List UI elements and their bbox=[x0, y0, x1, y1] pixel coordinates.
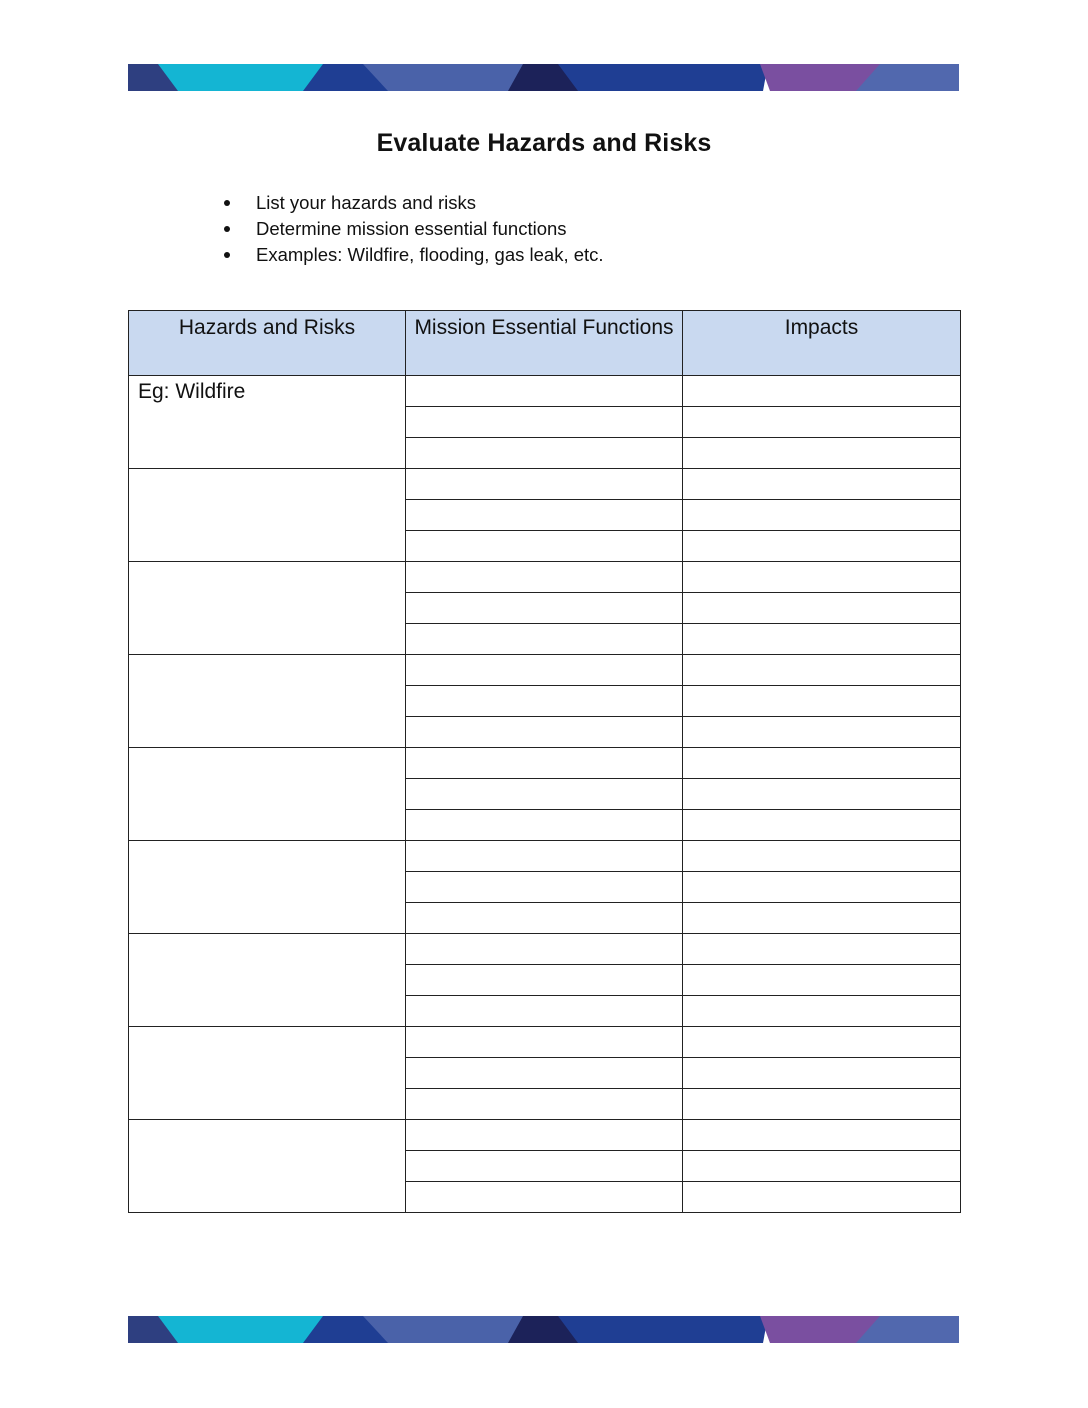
instruction-item bbox=[218, 190, 604, 216]
mission-function-cell[interactable] bbox=[406, 996, 683, 1027]
mission-function-cell[interactable] bbox=[406, 1120, 683, 1151]
impact-cell[interactable] bbox=[683, 965, 961, 996]
mission-function-cell[interactable] bbox=[406, 562, 683, 593]
impact-cell[interactable] bbox=[683, 438, 961, 469]
mission-function-cell[interactable] bbox=[406, 748, 683, 779]
impact-cell[interactable] bbox=[683, 655, 961, 686]
table-row bbox=[129, 655, 961, 686]
impact-cell[interactable] bbox=[683, 686, 961, 717]
impact-cell[interactable] bbox=[683, 1027, 961, 1058]
hazard-cell[interactable]: Eg: Wildfire bbox=[129, 376, 406, 469]
impact-cell[interactable] bbox=[683, 562, 961, 593]
hazard-cell[interactable] bbox=[129, 748, 406, 841]
mission-essential-functions-header: Mission Essential Functions bbox=[406, 311, 683, 376]
mission-function-cell[interactable] bbox=[406, 717, 683, 748]
impact-cell[interactable] bbox=[683, 1151, 961, 1182]
mission-function-cell[interactable] bbox=[406, 1089, 683, 1120]
hazard-cell[interactable] bbox=[129, 841, 406, 934]
instruction-item bbox=[218, 216, 604, 242]
instruction-list bbox=[218, 190, 604, 268]
table-row bbox=[129, 841, 961, 872]
mission-function-cell[interactable] bbox=[406, 1027, 683, 1058]
table-row bbox=[129, 469, 961, 500]
bottom-decorative-band bbox=[128, 1316, 959, 1343]
impacts-header: Impacts bbox=[683, 311, 961, 376]
bullet-icon bbox=[224, 252, 230, 258]
impact-cell[interactable] bbox=[683, 934, 961, 965]
mission-function-cell[interactable] bbox=[406, 1182, 683, 1213]
impact-cell[interactable] bbox=[683, 1182, 961, 1213]
mission-function-cell[interactable] bbox=[406, 841, 683, 872]
impact-cell[interactable] bbox=[683, 376, 961, 407]
mission-function-cell[interactable] bbox=[406, 469, 683, 500]
impact-cell[interactable] bbox=[683, 1058, 961, 1089]
bullet-icon bbox=[224, 226, 230, 232]
impact-cell[interactable] bbox=[683, 872, 961, 903]
table-row bbox=[129, 1120, 961, 1151]
hazard-cell[interactable] bbox=[129, 934, 406, 1027]
hazards-risks-table bbox=[128, 310, 961, 1213]
impact-cell[interactable] bbox=[683, 593, 961, 624]
impact-cell[interactable] bbox=[683, 531, 961, 562]
instruction-item bbox=[218, 242, 604, 268]
mission-function-cell[interactable] bbox=[406, 903, 683, 934]
mission-function-cell[interactable] bbox=[406, 810, 683, 841]
impact-cell[interactable] bbox=[683, 810, 961, 841]
impact-cell[interactable] bbox=[683, 903, 961, 934]
mission-function-cell[interactable] bbox=[406, 438, 683, 469]
impact-cell[interactable] bbox=[683, 1120, 961, 1151]
mission-function-cell[interactable] bbox=[406, 1151, 683, 1182]
mission-function-cell[interactable] bbox=[406, 500, 683, 531]
impact-cell[interactable] bbox=[683, 841, 961, 872]
table-row bbox=[129, 1027, 961, 1058]
instruction-text: Examples: Wildfire, flooding, gas leak, etc. bbox=[256, 244, 604, 265]
mission-function-cell[interactable] bbox=[406, 934, 683, 965]
hazard-cell[interactable] bbox=[129, 1120, 406, 1213]
impact-cell[interactable] bbox=[683, 748, 961, 779]
hazard-cell[interactable] bbox=[129, 1027, 406, 1120]
mission-function-cell[interactable] bbox=[406, 686, 683, 717]
mission-function-cell[interactable] bbox=[406, 531, 683, 562]
mission-function-cell[interactable] bbox=[406, 655, 683, 686]
mission-function-cell[interactable] bbox=[406, 624, 683, 655]
table-row bbox=[129, 562, 961, 593]
hazards-risks-header: Hazards and Risks bbox=[129, 311, 406, 376]
mission-function-cell[interactable] bbox=[406, 376, 683, 407]
instruction-text: Determine mission essential functions bbox=[256, 218, 567, 239]
hazard-cell[interactable] bbox=[129, 469, 406, 562]
impact-cell[interactable] bbox=[683, 624, 961, 655]
impact-cell[interactable] bbox=[683, 717, 961, 748]
mission-function-cell[interactable] bbox=[406, 965, 683, 996]
mission-function-cell[interactable] bbox=[406, 1058, 683, 1089]
page-title: Evaluate Hazards and Risks bbox=[376, 129, 712, 157]
hazard-cell[interactable] bbox=[129, 562, 406, 655]
hazard-cell[interactable] bbox=[129, 655, 406, 748]
table-row bbox=[129, 934, 961, 965]
table-row bbox=[129, 748, 961, 779]
impact-cell[interactable] bbox=[683, 407, 961, 438]
impact-cell[interactable] bbox=[683, 1089, 961, 1120]
impact-cell[interactable] bbox=[683, 469, 961, 500]
mission-function-cell[interactable] bbox=[406, 593, 683, 624]
table-row bbox=[129, 376, 961, 407]
instruction-text: List your hazards and risks bbox=[256, 192, 477, 213]
mission-function-cell[interactable] bbox=[406, 872, 683, 903]
mission-function-cell[interactable] bbox=[406, 407, 683, 438]
top-decorative-band bbox=[128, 64, 959, 91]
table-header-row bbox=[129, 311, 961, 376]
table-body bbox=[129, 376, 961, 1213]
mission-function-cell[interactable] bbox=[406, 779, 683, 810]
impact-cell[interactable] bbox=[683, 996, 961, 1027]
impact-cell[interactable] bbox=[683, 779, 961, 810]
impact-cell[interactable] bbox=[683, 500, 961, 531]
bullet-icon bbox=[224, 200, 230, 206]
